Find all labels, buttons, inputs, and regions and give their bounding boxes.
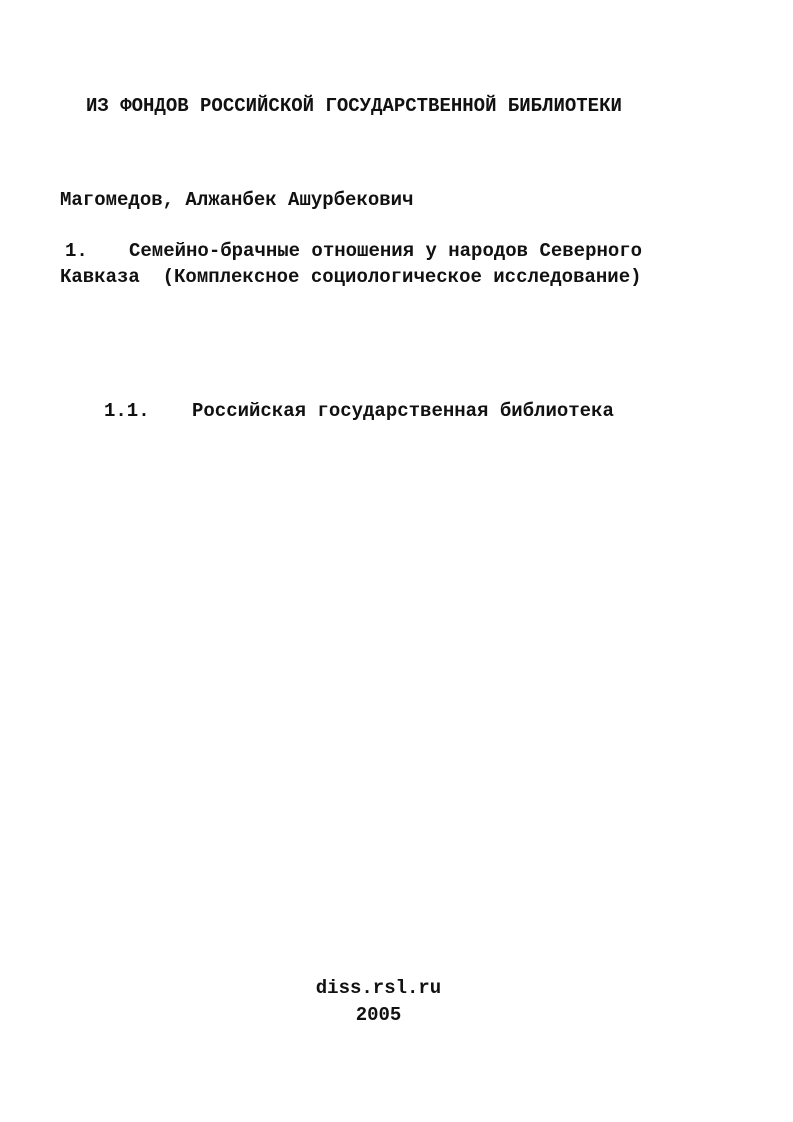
title-first-line <box>65 238 642 264</box>
footer-year: 2005 <box>355 1004 402 1026</box>
title-text-line2: Кавказа (Комплексное социологическое исследование) <box>60 266 642 288</box>
library-entry <box>104 398 614 424</box>
library-name: Российская государственная библиотека <box>192 400 614 422</box>
title-number: 1. <box>65 240 88 262</box>
author-name: Магомедов, Алжанбек Ашурбекович <box>60 189 414 211</box>
footer-site: diss.rsl.ru <box>315 977 442 999</box>
library-entry-number: 1.1. <box>104 400 150 422</box>
collection-header: ИЗ ФОНДОВ РОССИЙСКОЙ ГОСУДАРСТВЕННОЙ БИБЛИОТЕКИ <box>86 95 622 117</box>
title-text-line1: Семейно-брачные отношения у народов Северного <box>129 240 643 262</box>
